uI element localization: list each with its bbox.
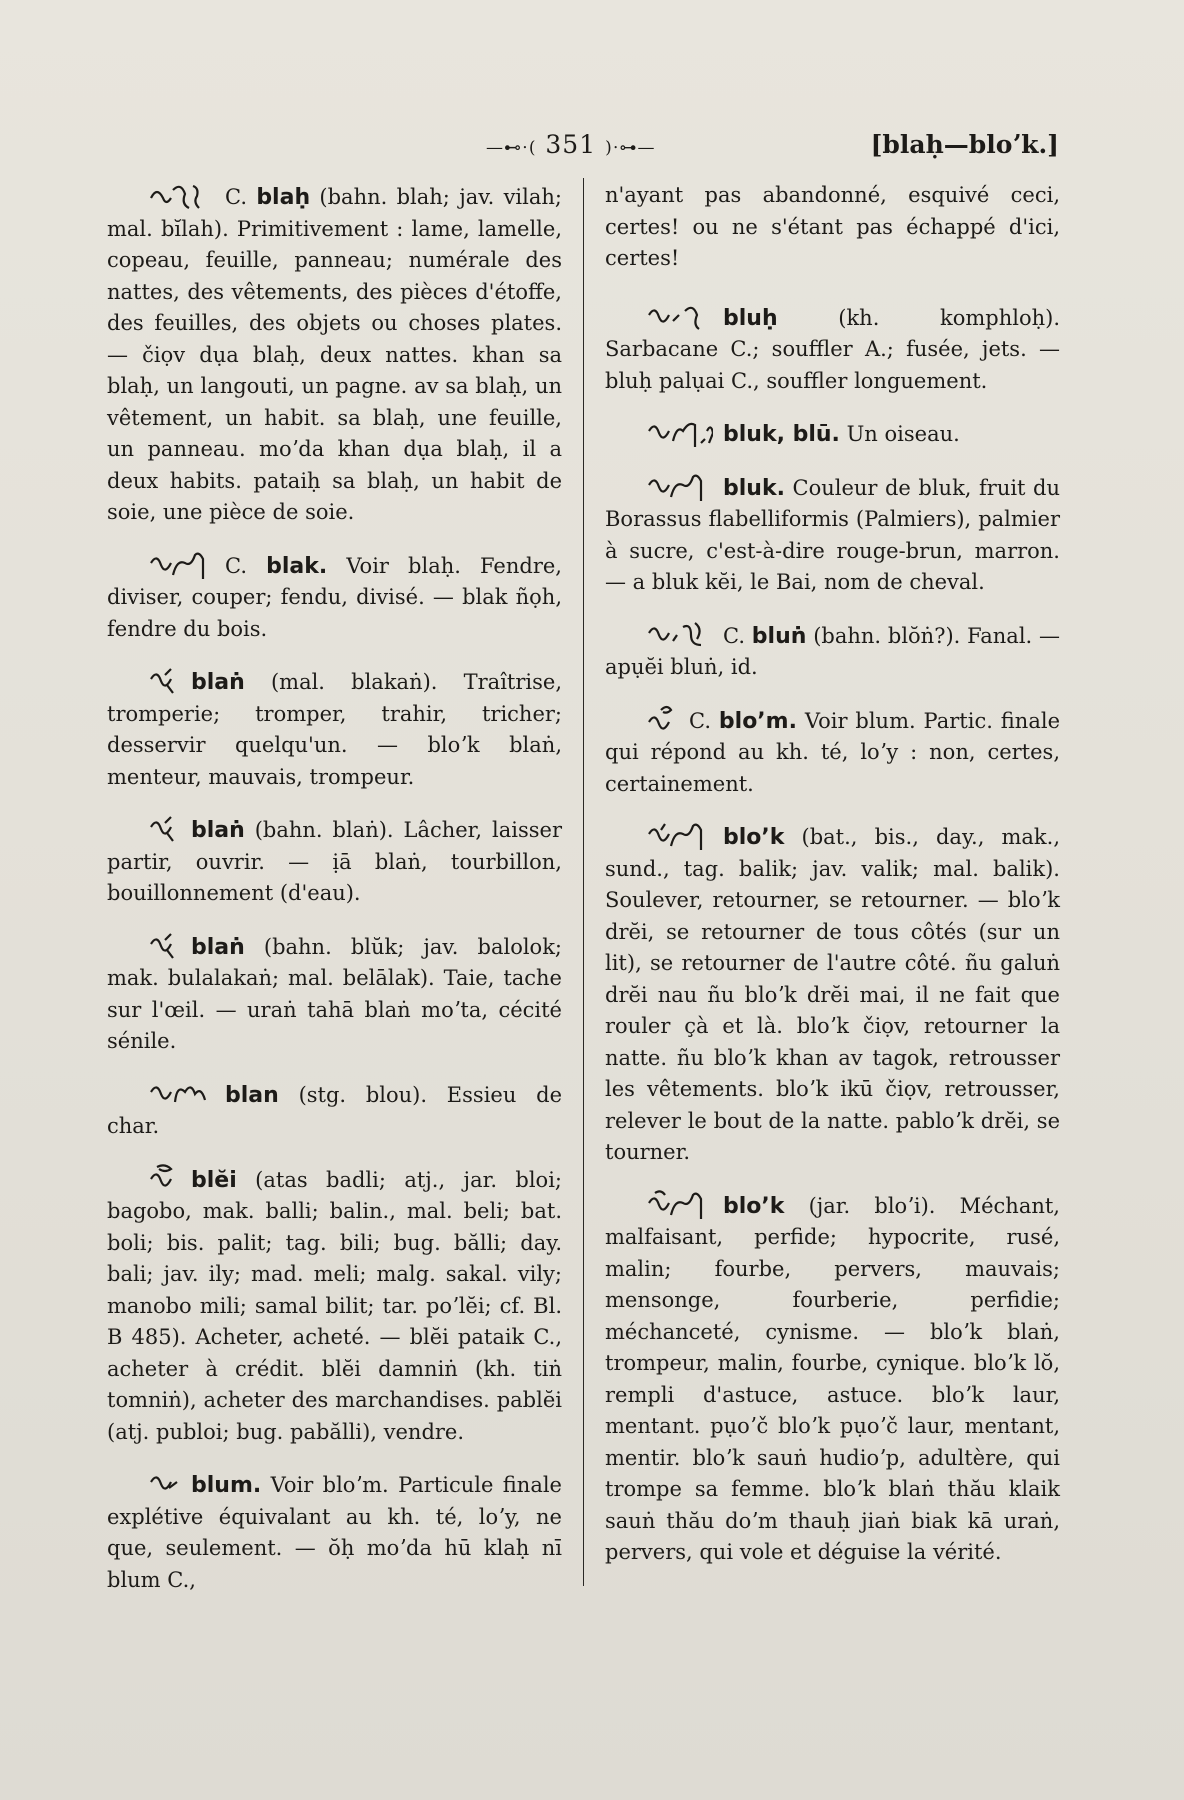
- headword: blĕi: [191, 1167, 237, 1193]
- definition: (bahn. blŏṅ?). Fanal. — apụĕi bluṅ, id.: [605, 623, 1061, 679]
- headword: blaḥ: [256, 185, 311, 210]
- dictionary-entry: [605, 1189, 1060, 1569]
- ornament-right: )⋅⊶—: [605, 138, 656, 158]
- dictionary-entry: [605, 820, 1060, 1169]
- cham-script-glyph-icon: [645, 820, 713, 850]
- dictionary-entry: [605, 471, 1060, 599]
- headword: bluk.: [723, 475, 785, 501]
- cham-script-glyph-icon: [645, 1189, 713, 1219]
- cham-script-glyph-icon: [147, 930, 181, 960]
- cham-script-glyph-icon: [645, 301, 713, 331]
- headword: bluḥ: [723, 305, 778, 331]
- cham-script-glyph-icon: [147, 549, 215, 579]
- headword: blaṅ: [191, 670, 245, 695]
- dictionary-entry: [605, 704, 1060, 801]
- headword: blan: [225, 1082, 279, 1108]
- cham-script-glyph-icon: [645, 471, 713, 501]
- dictionary-entry: [107, 180, 562, 529]
- dictionary-entry: [605, 619, 1060, 684]
- right-column: [605, 180, 1060, 1589]
- page-number-value: 351: [545, 130, 597, 159]
- entry-prefix: C.: [225, 185, 247, 209]
- definition: (kh. komphloḥ). Sarbacane C.; souffler A.; fusée, jets. — bluḥ palụai C., souffler longuement.: [605, 305, 1060, 393]
- headword: blaṅ: [191, 934, 245, 960]
- dictionary-entry: [107, 1468, 562, 1596]
- definition: Un oiseau.: [846, 422, 960, 446]
- cham-script-glyph-icon: [147, 1078, 215, 1108]
- entry-prefix: C.: [689, 708, 711, 733]
- definition: (bat., bis., day., mak., sund., tag. balik; jav. valik; mal. balik). Soulever, retourner, se retourner. — bloʼk drĕi, se retourner de tous côtés (sur un lit), se retourner de l'autre côté. ñu galuṅ drĕi nau ñu bloʼk drĕi mai, il ne fait que rouler çà et là. bloʼk čiọv, retourner la natte. ñu bloʼk khan av tagok, retrousser les vêtements. bloʼk ikū čiọv, retrousser, relever le bout de la natte. pabloʼk drĕi, se tourner.: [605, 825, 1060, 1164]
- dictionary-entry: [605, 301, 1060, 398]
- definition: Voir bloʼm. Particule finale explétive équivalant au kh. té, loʼy, ne que, seulement. — ŏḥ moʼda hū klaḥ nī blum C.,: [107, 1473, 562, 1592]
- headword: blaṅ: [191, 818, 245, 843]
- entry-prefix: C.: [723, 623, 745, 648]
- dictionary-entry: [107, 665, 562, 793]
- cham-script-glyph-icon: [147, 180, 215, 210]
- definition: Couleur de bluk, fruit du Borassus flabelliformis (Palmiers), palmier à sucre, c'est-à-dire rouge-brun, marron. — a bluk kĕi, le Bai, nom de cheval.: [605, 475, 1060, 594]
- cham-script-glyph-icon: [645, 619, 713, 649]
- cham-script-glyph-icon: [147, 813, 181, 843]
- running-head: [blaḥ—bloʼk.]: [870, 130, 1059, 159]
- cham-script-glyph-icon: [147, 665, 181, 695]
- definition: (mal. blakaṅ). Traîtrise, tromperie; tromper, trahir, tricher; desservir quelqu'un. — bloʼk blaṅ, menteur, mauvais, trompeur.: [107, 670, 562, 789]
- dictionary-entry: [107, 930, 562, 1058]
- definition: (jar. bloʼi). Méchant, malfaisant, perfide; hypocrite, rusé, malin; fourbe, pervers, mauvais; mensonge, fourberie, perfidie; méchanceté, cynisme. — bloʼk blaṅ, trompeur, malin, fourbe, cynique. bloʼk lŏ, rempli d'astuce, astuce. bloʼk laur, mentant. pụoʼč bloʼk pụoʼč laur, mentant, mentir. bloʼk sauṅ hudioʼp, adultère, qui trompe sa femme. bloʼk blaṅ thău klaik sauṅ thău doʼm thauḥ jiaṅ biak kā uraṅ, pervers, qui vole et déguise la vérité.: [605, 1193, 1060, 1564]
- page-number: [486, 130, 656, 159]
- headword: bloʼk: [723, 1193, 785, 1219]
- definition: (bahn. blaṅ). Lâcher, laisser partir, ouvrir. — ịā blaṅ, tourbillon, bouillonnement (d'eau).: [107, 818, 562, 905]
- definition: (stg. blou). Essieu de char.: [107, 1082, 562, 1138]
- headword: blum.: [191, 1473, 262, 1498]
- dictionary-entry: [107, 549, 562, 646]
- definition: (bahn. blŭk; jav. balolok; mak. bulalakaṅ; mal. belālak). Taie, tache sur l'œil. — uraṅ tahā blaṅ moʼta, cécité sénile.: [107, 934, 562, 1053]
- dictionary-entry: [107, 1163, 562, 1449]
- cham-script-glyph-icon: [147, 1468, 181, 1498]
- ornament-left: —⊷⋅(: [486, 138, 537, 158]
- headword: bluṅ: [751, 623, 807, 649]
- definition: Voir blaḥ. Fendre, diviser, couper; fendu, divisé. — blak ñọh, fendre du bois.: [107, 553, 562, 641]
- headword: bluk, blū.: [723, 422, 840, 447]
- left-column: [107, 180, 562, 1616]
- dictionary-entry: [107, 813, 562, 910]
- page-header: [0, 130, 1184, 170]
- continued-text: n'ayant pas abandonné, esquivé ceci, certes! ou ne s'étant pas échappé d'ici, certes!: [605, 183, 1060, 270]
- dictionary-entry: [107, 1078, 562, 1143]
- headword: bloʼm.: [718, 708, 797, 734]
- entry-prefix: C.: [225, 553, 247, 578]
- definition: (bahn. blah; jav. vilah; mal. bĭlah). Primitivement : lame, lamelle, copeau, feuille, panneau; numérale des nattes, des vêtements, des pièces d'étoffe, des feuilles, des objets ou choses plates. — čiọv dụa blaḥ, deux nattes. khan sa blaḥ, un langouti, un pagne. av sa blaḥ, un vêtement, un habit. sa blaḥ, une feuille, un panneau. moʼda khan dụa blaḥ, il a deux habits. pataiḥ sa blaḥ, un habit de soie, une pièce de soie.: [107, 185, 562, 524]
- headword: blak.: [266, 553, 328, 579]
- cham-script-glyph-icon: [147, 1163, 181, 1193]
- dictionary-entry: [605, 417, 1060, 451]
- cham-script-glyph-icon: [645, 417, 713, 447]
- column-divider: [583, 178, 584, 1586]
- headword: bloʼk: [723, 825, 785, 850]
- definition: Voir blum. Partic. finale qui répond au kh. té, loʼy : non, certes, certainement.: [605, 708, 1060, 796]
- definition: (atas badli; atj., jar. bloi; bagobo, mak. balli; balin., mal. beli; bat. boli; bis. palit; tag. bili; bug. bălli; day. bali; jav. ily; mad. meli; malg. sakal. vily; manobo mili; samal bilit; tar. poʼlĕi; cf. Bl. B 485). Acheter, acheté. — blĕi pataik C., acheter à crédit. blĕi damniṅ (kh. tiṅ tomniṅ), acheter des marchandises. pablĕi (atj. publoi; bug. pabălli), vendre.: [107, 1167, 562, 1444]
- cham-script-glyph-icon: [645, 704, 679, 734]
